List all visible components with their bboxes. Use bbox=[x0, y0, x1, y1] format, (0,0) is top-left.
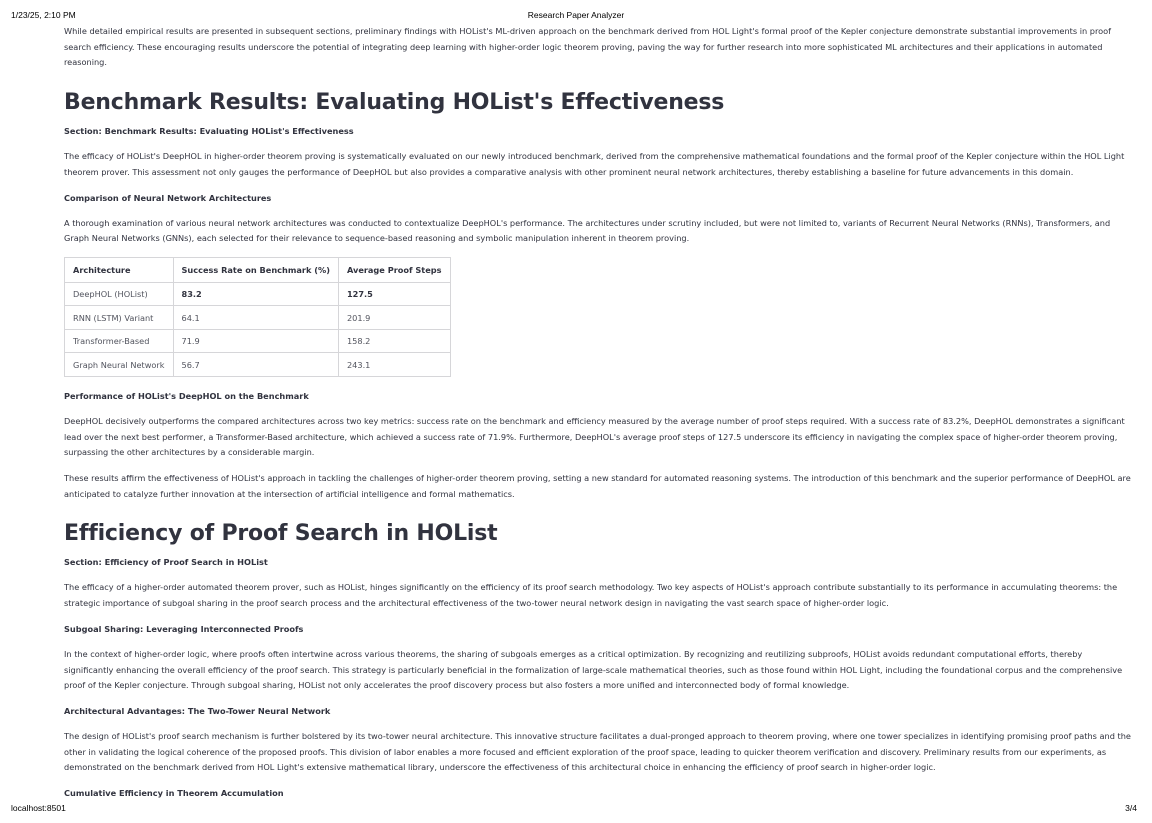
cell-success-rate: 71.9 bbox=[173, 329, 338, 353]
table-row bbox=[65, 306, 451, 330]
intro-paragraph: While detailed empirical results are presented in subsequent sections, preliminary findings with HOList's ML-driven approach on the benchmark derived from HOL Light's formal proof of the Kepler conjecture demonstrate substantial improvements in proof search efficiency. These encouraging results underscore the potential of integrating deep learning with higher-order logic theorem proving, paving the way for further research into more sophisticated ML architectures and their applications in automated reasoning. bbox=[64, 26, 1112, 68]
cell-success-rate: 64.1 bbox=[173, 306, 338, 330]
print-datetime: 1/23/25, 2:10 PM bbox=[11, 10, 76, 20]
print-url: localhost:8501 bbox=[11, 803, 66, 813]
benchmark-paragraph-4: These results affirm the effectiveness of HOList's approach in tackling the challenges of higher-order theorem proving, setting a new standard for automated reasoning systems. The introduction of this benchmark and the superior performance of DeepHOL are anticipated to catalyze further innovation at the intersection of artificial intelligence and formal mathematics. bbox=[64, 473, 1131, 499]
benchmark-section-label: Section: Benchmark Results: Evaluating HOList's Effectiveness bbox=[64, 126, 354, 137]
print-page-title: Research Paper Analyzer bbox=[527, 10, 625, 20]
column-header-avg-steps: Average Proof Steps bbox=[338, 257, 450, 282]
report-content bbox=[64, 24, 1134, 811]
print-page-number: 3/4 bbox=[1125, 803, 1137, 813]
column-header-success-rate: Success Rate on Benchmark (%) bbox=[173, 257, 338, 282]
table-row bbox=[65, 329, 451, 353]
benchmark-paragraph-3: DeepHOL decisively outperforms the compared architectures across two key metrics: success rate on the benchmark and efficiency measured by the average number of proof steps required. With a success rate of 83.2%, DeepHOL demonstrates a significant lead over the next best performer, a Transformer-Based architecture, which achieved a success rate of 71.9%. Furthermore, DeepHOL's average proof steps of 127.5 underscore its efficiency in navigating the complex space of higher-order theorem proving, surpassing the other architectures by a considerable margin. bbox=[64, 415, 1125, 458]
efficiency-paragraph-1: The efficacy of a higher-order automated theorem prover, such as HOList, hinges significantly on the efficiency of its proof search methodology. Two key aspects of HOList's approach contribute substantially to its performance in accumulating theorems: the strategic importance of subgoal sharing in the proof search process and the architectural effectiveness of the two-tower neural network design in navigating the vast search space of higher-order logic. bbox=[64, 582, 1118, 609]
cell-avg-steps: 127.5 bbox=[338, 282, 450, 306]
benchmark-paragraph-2: A thorough examination of various neural network architectures was conducted to contextualize DeepHOL's performance. The architectures under scrutiny included, but were not limited to, variants of Recurrent Neural Networks (RNNs), Transformers, and Graph Neural Networks (GNNs), each selected for their relevance to sequence-based reasoning and symbolic manipulation inherent in theorem proving. bbox=[64, 217, 1111, 244]
cell-avg-steps: 201.9 bbox=[338, 306, 450, 330]
cell-architecture: Graph Neural Network bbox=[65, 353, 174, 377]
subgoal-label: Subgoal Sharing: Leveraging Interconnected Proofs bbox=[64, 623, 304, 634]
table-row bbox=[65, 353, 451, 377]
cell-success-rate: 56.7 bbox=[173, 353, 338, 377]
print-footer bbox=[0, 803, 1152, 815]
architecture-label: Architectural Advantages: The Two-Tower Neural Network bbox=[64, 705, 331, 716]
cell-architecture: Transformer-Based bbox=[65, 329, 174, 353]
comparison-label: Comparison of Neural Network Architectures bbox=[64, 192, 272, 203]
efficiency-section-label: Section: Efficiency of Proof Search in HOList bbox=[64, 557, 268, 568]
performance-label: Performance of HOList's DeepHOL on the Benchmark bbox=[64, 390, 309, 401]
cumulative-label: Cumulative Efficiency in Theorem Accumulation bbox=[64, 788, 284, 799]
cell-architecture: RNN (LSTM) Variant bbox=[65, 306, 174, 330]
print-header bbox=[0, 10, 1152, 22]
table-row bbox=[65, 282, 451, 306]
cell-architecture: DeepHOL (HOList) bbox=[65, 282, 174, 306]
efficiency-paragraph-2: In the context of higher-order logic, where proofs often intertwine across various theorems, the sharing of subgoals emerges as a critical optimization. By recognizing and reutilizing subproofs, HOList avoids redundant computational efforts, thereby significantly enhancing the overall efficiency of the proof search. This strategy is particularly beneficial in the formalization of large-scale mathematical theories, such as those found within HOL Light, including the foundational corpus and the comprehensive proof of the Kepler conjecture. Through subgoal sharing, HOList not only accelerates the proof discovery process but also fosters a more unified and interconnected body of formal knowledge. bbox=[64, 648, 1123, 691]
efficiency-paragraph-3: The design of HOList's proof search mechanism is further bolstered by its two-tower neural architecture. This innovative structure facilitates a dual-pronged approach to theorem proving, where one tower specializes in identifying promising proof paths and the other in validating the logical coherence of the proposed proofs. This division of labor enables a more focused and efficient exploration of the proof space, leading to quicker theorem verification and discovery. Preliminary results from our experiments, as demonstrated on the benchmark derived from HOL Light's extensive mathematical library, underscore the effectiveness of this architectural choice in enhancing the efficiency of proof search in higher-order logic. bbox=[64, 730, 1131, 773]
cell-avg-steps: 158.2 bbox=[338, 329, 450, 353]
cell-success-rate: 83.2 bbox=[173, 282, 338, 306]
architecture-table bbox=[64, 257, 451, 377]
cell-avg-steps: 243.1 bbox=[338, 353, 450, 377]
column-header-architecture: Architecture bbox=[65, 257, 174, 282]
benchmark-heading: Benchmark Results: Evaluating HOList's Effectiveness bbox=[64, 90, 725, 116]
efficiency-heading: Efficiency of Proof Search in HOList bbox=[64, 521, 498, 547]
benchmark-paragraph-1: The efficacy of HOList's DeepHOL in higher-order theorem proving is systematically evaluated on our newly introduced benchmark, derived from the comprehensive mathematical foundations and the formal proof of the Kepler conjecture within the HOL Light theorem prover. This assessment not only gauges the performance of DeepHOL but also provides a comparative analysis with other prominent neural network architectures, thereby establishing a baseline for future advancements in this domain. bbox=[64, 151, 1125, 177]
table-header-row bbox=[65, 257, 451, 282]
